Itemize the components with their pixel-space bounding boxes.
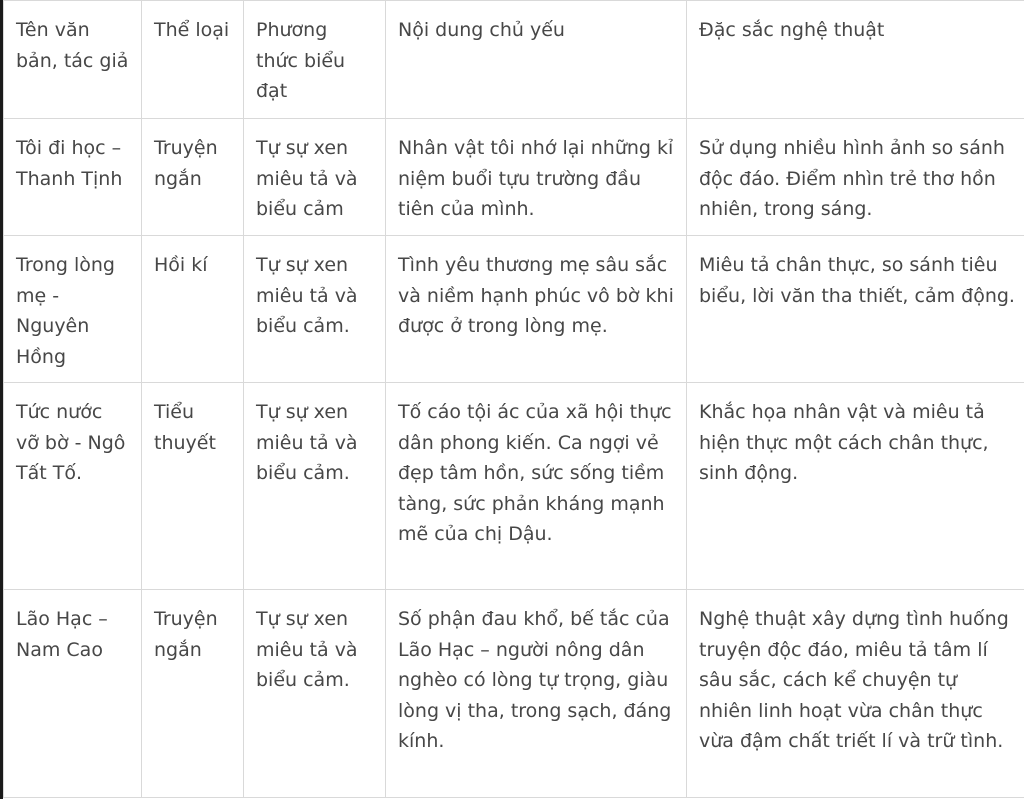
cell-mode: Tự sự xen miêu tả và biểu cảm [244,119,386,236]
cell-art: Khắc họa nhân vật và miêu tả hiện thực một cách chân thực, sinh động. [687,383,1024,590]
cell-mode: Tự sự xen miêu tả và biểu cảm. [244,236,386,383]
header-art: Đặc sắc nghệ thuật [687,1,1024,119]
cell-work: Lão Hạc – Nam Cao [4,590,142,798]
cell-genre: Truyện ngắn [142,590,244,798]
cell-work: Tôi đi học – Thanh Tịnh [4,119,142,236]
literature-summary-table [3,0,1024,798]
cell-mode: Tự sự xen miêu tả và biểu cảm. [244,590,386,798]
cell-content: Nhân vật tôi nhớ lại những kỉ niệm buổi tựu trường đầu tiên của mình. [386,119,687,236]
header-content: Nội dung chủ yếu [386,1,687,119]
cell-art: Nghệ thuật xây dựng tình huống truyện độc đáo, miêu tả tâm lí sâu sắc, cách kể chuyện tự nhiên linh hoạt vừa chân thực vừa đậm chất triết lí và trữ tình. [687,590,1024,798]
cell-content: Tố cáo tội ác của xã hội thực dân phong kiến. Ca ngợi vẻ đẹp tâm hồn, sức sống tiềm tàng, sức phản kháng mạnh mẽ của chị Dậu. [386,383,687,590]
table-row [4,383,1024,590]
cell-content: Số phận đau khổ, bế tắc của Lão Hạc – người nông dân nghèo có lòng tự trọng, giàu lòng vị tha, trong sạch, đáng kính. [386,590,687,798]
cell-genre: Tiểu thuyết [142,383,244,590]
cell-mode: Tự sự xen miêu tả và biểu cảm. [244,383,386,590]
table-row [4,119,1024,236]
cell-work: Tức nước vỡ bờ - Ngô Tất Tố. [4,383,142,590]
header-mode: Phương thức biểu đạt [244,1,386,119]
header-genre: Thể loại [142,1,244,119]
header-work: Tên văn bản, tác giả [4,1,142,119]
table-row [4,236,1024,383]
cell-content: Tình yêu thương mẹ sâu sắc và niềm hạnh phúc vô bờ khi được ở trong lòng mẹ. [386,236,687,383]
cell-genre: Hồi kí [142,236,244,383]
cell-art: Sử dụng nhiều hình ảnh so sánh độc đáo. Điểm nhìn trẻ thơ hồn nhiên, trong sáng. [687,119,1024,236]
table-row [4,590,1024,798]
cell-art: Miêu tả chân thực, so sánh tiêu biểu, lời văn tha thiết, cảm động. [687,236,1024,383]
cell-genre: Truyện ngắn [142,119,244,236]
table-header-row [4,1,1024,119]
cell-work: Trong lòng mẹ - Nguyên Hồng [4,236,142,383]
